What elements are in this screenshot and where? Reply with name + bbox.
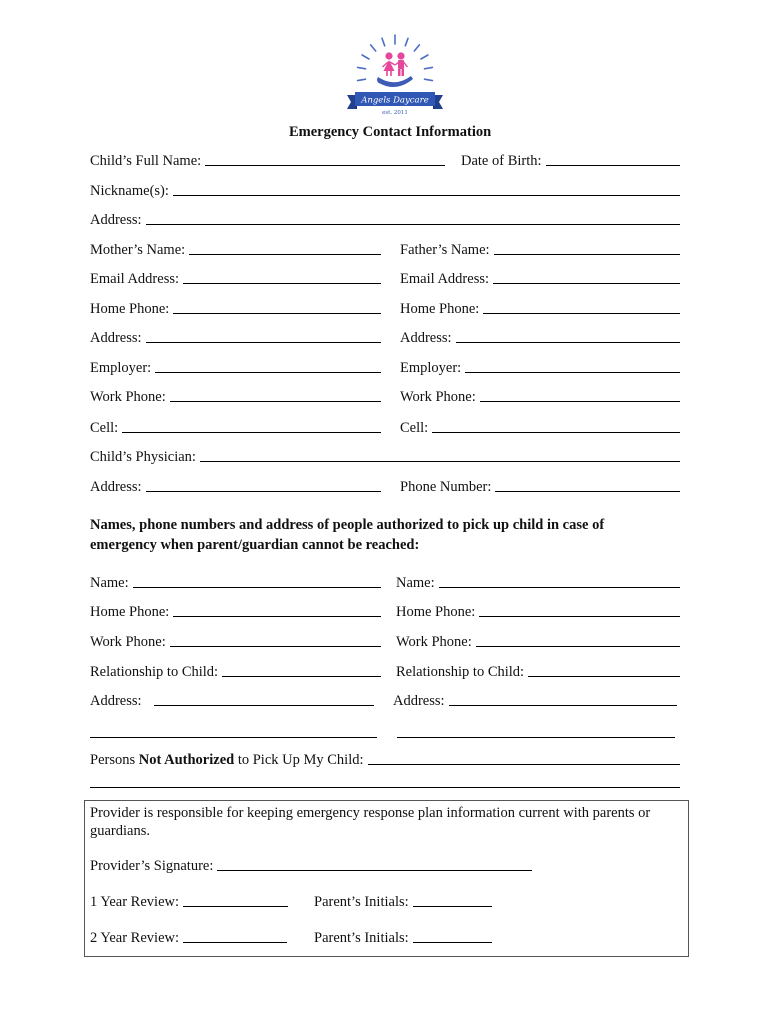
authorized-heading-line-1: Names, phone numbers and address of people authorized to pick up child in case of bbox=[90, 517, 605, 533]
contact2-work-phone-blank[interactable] bbox=[476, 632, 680, 647]
mother-email-blank[interactable] bbox=[183, 269, 381, 284]
contact2-name-label: Name: bbox=[396, 575, 435, 591]
father-email-label: Email Address: bbox=[400, 271, 490, 287]
review2-label: 2 Year Review: bbox=[90, 930, 180, 946]
father-work-phone-field bbox=[400, 388, 680, 406]
mother-name-field bbox=[90, 241, 381, 259]
father-work-phone-label: Work Phone: bbox=[400, 389, 476, 405]
contact1-name-blank[interactable] bbox=[133, 573, 381, 588]
mother-work-phone-blank[interactable] bbox=[170, 387, 381, 402]
father-work-phone-blank[interactable] bbox=[480, 387, 680, 402]
date-of-birth-blank[interactable] bbox=[546, 151, 680, 166]
physician-label: Child’s Physician: bbox=[90, 449, 196, 465]
contact2-name-blank[interactable] bbox=[439, 573, 680, 588]
review1-label: 1 Year Review: bbox=[90, 894, 180, 910]
father-employer-field bbox=[400, 359, 680, 377]
contact1-name-label: Name: bbox=[90, 575, 129, 591]
contact2-relationship-field bbox=[396, 663, 680, 681]
physician-field bbox=[90, 448, 680, 466]
mother-name-blank[interactable] bbox=[189, 240, 381, 255]
logo-brand-text: Angels Daycare bbox=[361, 95, 429, 106]
mother-address-label: Address: bbox=[90, 330, 142, 346]
father-home-phone-label: Home Phone: bbox=[400, 301, 480, 317]
contact1-name-field bbox=[90, 574, 381, 592]
mother-work-phone-field bbox=[90, 388, 381, 406]
contact2-address-line-2[interactable] bbox=[397, 737, 675, 738]
not-authorized-field bbox=[90, 751, 680, 769]
date-of-birth-label: Date of Birth: bbox=[461, 153, 542, 169]
review1-initials-field bbox=[314, 893, 492, 911]
sun-rays-icon bbox=[358, 35, 433, 81]
nickname-blank[interactable] bbox=[173, 181, 680, 196]
contact1-work-phone-field bbox=[90, 633, 381, 651]
mother-email-label: Email Address: bbox=[90, 271, 180, 287]
review1-blank[interactable] bbox=[183, 892, 288, 907]
father-home-phone-blank[interactable] bbox=[483, 299, 680, 314]
not-authorized-prefix: Persons bbox=[90, 752, 139, 768]
daycare-logo bbox=[345, 30, 445, 122]
contact2-home-phone-field bbox=[396, 603, 680, 621]
father-email-field bbox=[400, 270, 680, 288]
contact1-home-phone-label: Home Phone: bbox=[90, 604, 170, 620]
mother-email-field bbox=[90, 270, 381, 288]
physician-blank[interactable] bbox=[200, 447, 680, 462]
review2-blank[interactable] bbox=[183, 928, 287, 943]
child-address-label: Address: bbox=[90, 212, 142, 228]
father-address-field bbox=[400, 329, 680, 347]
provider-signature-blank[interactable] bbox=[217, 856, 532, 871]
contact2-home-phone-blank[interactable] bbox=[479, 602, 680, 617]
review1-initials-label: Parent’s Initials: bbox=[314, 894, 409, 910]
not-authorized-suffix: to Pick Up My Child: bbox=[234, 752, 364, 768]
father-address-blank[interactable] bbox=[456, 328, 680, 343]
provider-signature-label: Provider’s Signature: bbox=[90, 858, 214, 874]
mother-employer-field bbox=[90, 359, 381, 377]
mother-cell-blank[interactable] bbox=[122, 418, 381, 433]
father-home-phone-field bbox=[400, 300, 680, 318]
mother-address-field bbox=[90, 329, 381, 347]
physician-address-label: Address: bbox=[90, 479, 142, 495]
contact1-address-field bbox=[90, 692, 374, 710]
child-full-name-field bbox=[90, 152, 445, 170]
mother-home-phone-label: Home Phone: bbox=[90, 301, 170, 317]
father-name-label: Father’s Name: bbox=[400, 242, 490, 258]
contact1-work-phone-label: Work Phone: bbox=[90, 634, 166, 650]
father-cell-label: Cell: bbox=[400, 420, 429, 436]
contact1-address-line-2[interactable] bbox=[90, 737, 377, 738]
father-cell-field bbox=[400, 419, 680, 437]
father-address-label: Address: bbox=[400, 330, 452, 346]
mother-address-blank[interactable] bbox=[146, 328, 381, 343]
contact1-address-label: Address: bbox=[90, 693, 142, 709]
contact1-relationship-blank[interactable] bbox=[222, 662, 381, 677]
contact2-address-label: Address: bbox=[393, 693, 445, 709]
contact1-relationship-field bbox=[90, 663, 381, 681]
contact2-relationship-blank[interactable] bbox=[528, 662, 680, 677]
mother-cell-label: Cell: bbox=[90, 420, 119, 436]
contact1-work-phone-blank[interactable] bbox=[170, 632, 381, 647]
not-authorized-blank[interactable] bbox=[368, 750, 680, 765]
contact1-home-phone-blank[interactable] bbox=[173, 602, 381, 617]
nickname-field bbox=[90, 182, 680, 200]
contact2-relationship-label: Relationship to Child: bbox=[396, 664, 525, 680]
father-email-blank[interactable] bbox=[493, 269, 680, 284]
physician-phone-blank[interactable] bbox=[495, 477, 680, 492]
authorized-heading-line-2: emergency when parent/guardian cannot be reached: bbox=[90, 537, 420, 553]
review1-initials-blank[interactable] bbox=[413, 892, 492, 907]
not-authorized-emphasis: Not Authorized bbox=[138, 752, 235, 768]
provider-signature-field bbox=[90, 857, 532, 875]
not-authorized-label bbox=[90, 751, 364, 769]
physician-address-field bbox=[90, 478, 381, 496]
hand-icon bbox=[377, 76, 413, 87]
father-name-blank[interactable] bbox=[494, 240, 680, 255]
father-employer-label: Employer: bbox=[400, 360, 462, 376]
review2-initials-blank[interactable] bbox=[413, 928, 492, 943]
review2-initials-label: Parent’s Initials: bbox=[314, 930, 409, 946]
contact2-work-phone-label: Work Phone: bbox=[396, 634, 472, 650]
child-full-name-label: Child’s Full Name: bbox=[90, 153, 202, 169]
father-cell-blank[interactable] bbox=[432, 418, 680, 433]
mother-employer-label: Employer: bbox=[90, 360, 152, 376]
mother-name-label: Mother’s Name: bbox=[90, 242, 186, 258]
contact2-address-blank[interactable] bbox=[449, 691, 677, 706]
physician-phone-label: Phone Number: bbox=[400, 479, 492, 495]
contact2-address-field bbox=[393, 692, 677, 710]
contact2-work-phone-field bbox=[396, 633, 680, 651]
child-address-field bbox=[90, 211, 680, 229]
mother-cell-field bbox=[90, 419, 381, 437]
provider-notice-line-1: Provider is responsible for keeping emergency response plan information current with parents or bbox=[90, 805, 651, 821]
date-of-birth-field bbox=[461, 152, 680, 170]
physician-phone-field bbox=[400, 478, 680, 496]
review1-field bbox=[90, 893, 288, 911]
contact1-address-blank[interactable] bbox=[154, 691, 374, 706]
mother-work-phone-label: Work Phone: bbox=[90, 389, 166, 405]
child-full-name-blank[interactable] bbox=[205, 151, 445, 166]
child-address-blank[interactable] bbox=[146, 210, 680, 225]
not-authorized-line-2[interactable] bbox=[90, 787, 680, 788]
contact1-relationship-label: Relationship to Child: bbox=[90, 664, 219, 680]
physician-address-blank[interactable] bbox=[146, 477, 381, 492]
ribbon-banner bbox=[347, 92, 443, 109]
father-employer-blank[interactable] bbox=[465, 358, 680, 373]
review2-field bbox=[90, 929, 287, 947]
logo-established-text: est. 2011 bbox=[382, 110, 408, 116]
contact1-home-phone-field bbox=[90, 603, 381, 621]
nickname-label: Nickname(s): bbox=[90, 183, 169, 199]
mother-employer-blank[interactable] bbox=[155, 358, 381, 373]
page-title: Emergency Contact Information bbox=[289, 124, 492, 140]
father-name-field bbox=[400, 241, 680, 259]
review2-initials-field bbox=[314, 929, 492, 947]
mother-home-phone-blank[interactable] bbox=[173, 299, 381, 314]
provider-notice-line-2: guardians. bbox=[90, 823, 150, 839]
contact2-home-phone-label: Home Phone: bbox=[396, 604, 476, 620]
mother-home-phone-field bbox=[90, 300, 381, 318]
children-icon bbox=[383, 52, 408, 76]
contact2-name-field bbox=[396, 574, 680, 592]
